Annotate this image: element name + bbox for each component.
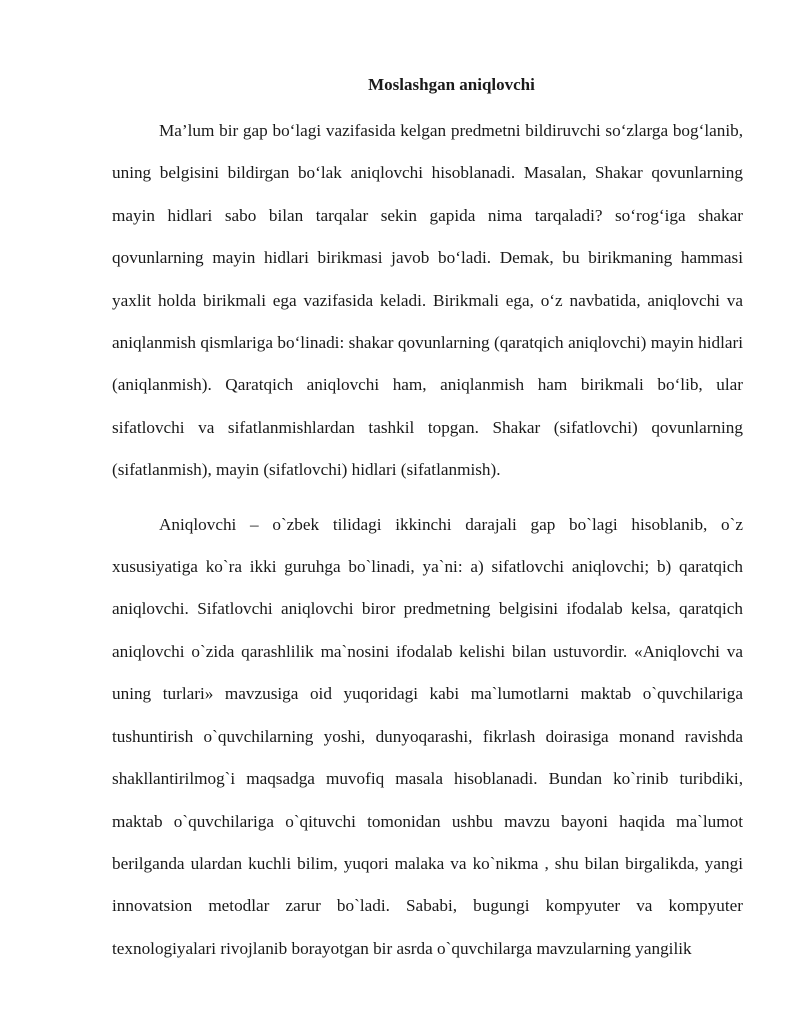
document-page — [112, 70, 743, 970]
paragraph-1: Ma’lum bir gap bo‘lagi vazifasida kelgan predmetni bildiruvchi so‘zlarga bog‘lanib, uning belgisini bildirgan bo‘lak aniqlovchi hisoblanadi. Masalan, Shakar qovunlarning mayin hidlari sabo bilan tarqalar sekin gapida nima tarqaladi? so‘rog‘iga shakar qovunlarning mayin hidlari birikmasi javob bo‘ladi. Demak, bu birikmaning hammasi yaxlit holda birikmali ega vazifasida keladi. Birikmali ega, o‘z navbatida, aniqlovchi va aniqlanmish qismlariga bo‘linadi: shakar qovunlarning (qaratqich aniqlovchi) mayin hidlari (aniqlanmish). Qaratqich aniqlovchi ham, aniqlanmish ham birikmali bo‘lib, ular sifatlovchi va sifatlanmishlardan tashkil topgan. Shakar (sifatlovchi) qovunlarning (sifatlanmish), mayin (sifatlovchi) hidlari (sifatlanmish). — [112, 121, 743, 480]
document-title: Moslashgan aniqlovchi — [368, 75, 535, 94]
paragraph-2: Aniqlovchi – o`zbek tilidagi ikkinchi darajali gap bo`lagi hisoblanib, o`z xususiyatiga ko`ra ikki guruhga bo`linadi, ya`ni: a) sifatlovchi aniqlovchi; b) qaratqich aniqlovchi. Sifatlovchi aniqlovchi biror predmetning belgisini ifodalab kelsa, qaratqich aniqlovchi o`zida qarashlilik ma`nosini ifodalab kelishi bilan ustuvordir. «Aniqlovchi va uning turlari» mavzusiga oid yuqoridagi kabi ma`lumotlarni maktab o`quvchilariga tushuntirish o`quvchilarning yoshi, dunyoqarashi, fikrlash doirasiga monand ravishda shakllantirilmog`i maqsadga muvofiq masala hisoblanadi. Bundan ko`rinib turibdiki, maktab o`quvchilariga o`qituvchi tomonidan ushbu mavzu bayoni haqida ma`lumot berilganda ulardan kuchli bilim, yuqori malaka va ko`nikma , shu bilan birgalikda, yangi innovatsion metodlar zarur bo`ladi. Sababi, bugungi kompyuter va kompyuter texnologiyalari rivojlanib borayotgan bir asrda o`quvchilarga mavzularning yangilik — [112, 514, 743, 958]
